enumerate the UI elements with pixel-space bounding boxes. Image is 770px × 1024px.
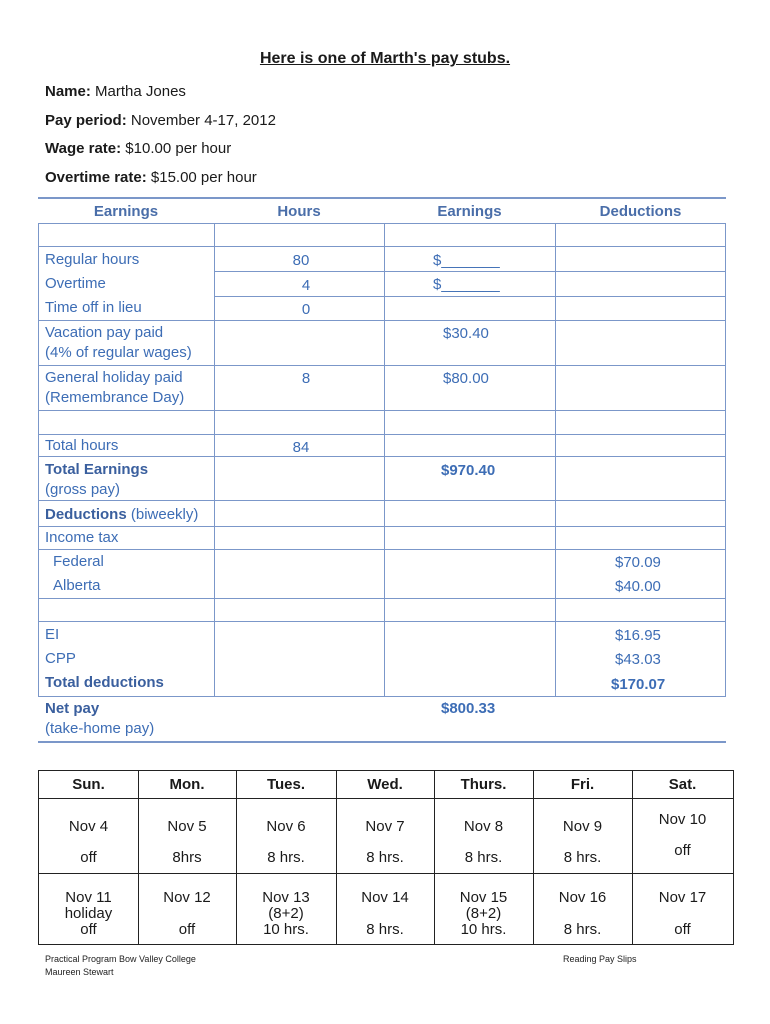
cal-cell-date: Nov 15 — [459, 889, 508, 906]
total-earnings-value: $970.40 — [441, 462, 496, 479]
total-earnings-label-line2: (gross pay) — [45, 481, 121, 498]
time-off-label: Time off in lieu — [45, 299, 142, 316]
net-pay-amount: $800.33 — [441, 700, 496, 717]
holiday-label — [45, 368, 184, 408]
vline-5 — [725, 223, 726, 697]
total-deductions-label: Total deductions — [45, 674, 164, 691]
day-mon: Mon. — [169, 776, 205, 793]
cal-cell-hours: 8 hrs. — [366, 921, 404, 938]
overtime-hours-value: 4 — [301, 277, 311, 294]
net-pay-label-line2: (take-home pay) — [45, 720, 155, 737]
net-pay-label-line1: Net pay — [45, 700, 100, 717]
cal-cell-note — [632, 906, 733, 922]
cal-cell-hours: 8 hrs. — [366, 849, 404, 866]
alberta-label: Alberta — [53, 577, 101, 594]
cal-hline — [39, 798, 733, 799]
cal-cell-note: (8+2) — [268, 905, 304, 922]
cal-cell — [336, 890, 434, 938]
header-earnings: Earnings — [437, 203, 502, 220]
wage-label: Wage rate: — [45, 140, 122, 157]
cal-cell-date: Nov 9 — [562, 818, 603, 835]
cal-cell — [236, 890, 336, 938]
cal-cell-note — [533, 906, 632, 922]
cal-cell-date: Nov 5 — [167, 818, 207, 835]
cal-cell-hours: 10 hrs. — [263, 921, 309, 938]
overtime-earnings-blank[interactable]: $_______ — [433, 276, 500, 293]
hline — [38, 246, 726, 247]
rule-bottom — [38, 741, 726, 743]
header-deductions: Deductions — [599, 203, 682, 220]
cal-cell-hours: 10 hrs. — [460, 921, 507, 938]
hline — [38, 434, 726, 435]
holiday-hours-value: 8 — [301, 370, 311, 387]
cal-cell-date: Nov 14 — [361, 889, 409, 906]
vline-1 — [38, 223, 39, 697]
federal-amount: $70.09 — [615, 554, 661, 571]
income-tax-label: Income tax — [45, 529, 119, 546]
hline — [38, 223, 726, 224]
hline — [214, 271, 726, 272]
total-earnings-label — [45, 460, 148, 500]
cal-cell-date: Nov 6 — [266, 818, 306, 835]
total-hours-label: Total hours — [45, 437, 119, 454]
vacation-label-line2: (4% of regular wages) — [45, 344, 192, 361]
day-sun: Sun. — [72, 776, 105, 793]
holiday-label-line1: General holiday paid — [45, 369, 183, 386]
alberta-amount: $40.00 — [615, 578, 661, 595]
cal-cell-hours: 8 hrs. — [267, 849, 305, 866]
cal-cell-date: Nov 16 — [558, 889, 607, 906]
hline — [38, 621, 726, 622]
period-label: Pay period: — [45, 112, 127, 129]
total-earnings-label-line1: Total Earnings — [45, 461, 149, 478]
day-thu: Thurs. — [460, 776, 507, 793]
holiday-earnings: $80.00 — [443, 370, 489, 387]
vline-4 — [555, 223, 556, 697]
regular-earnings-blank[interactable]: $_______ — [433, 252, 500, 269]
cal-cell — [39, 890, 138, 938]
vline-2 — [214, 223, 215, 697]
cal-cell-hours: off — [674, 921, 691, 938]
overtime-label: Overtime rate: — [45, 169, 147, 186]
cal-cell-hours: off — [80, 849, 97, 866]
ei-amount: $16.95 — [615, 627, 661, 644]
cal-cell — [434, 890, 533, 938]
holiday-label-line2: (Remembrance Day) — [45, 389, 185, 406]
hline — [38, 598, 726, 599]
hline — [38, 696, 726, 697]
ei-label: EI — [45, 626, 60, 643]
vacation-label — [45, 323, 192, 363]
rule-top — [38, 197, 726, 199]
total-hours-value: 84 — [292, 439, 310, 456]
cal-cell-date: Nov 11 — [65, 889, 112, 906]
cal-cell-date: Nov 13 — [262, 889, 310, 906]
cal-cell-date: Nov 7 — [365, 818, 405, 835]
cal-cell-date: Nov 4 — [68, 818, 109, 835]
cal-hline — [39, 873, 733, 874]
overtime-rate — [45, 169, 257, 186]
header-hours: Hours — [277, 203, 321, 220]
cal-cell-hours: off — [80, 921, 97, 938]
deductions-heading — [45, 506, 198, 523]
net-pay-label — [45, 699, 154, 739]
cal-cell-date: Nov 12 — [163, 889, 211, 906]
day-tue: Tues. — [266, 776, 306, 793]
vacation-earnings: $30.40 — [443, 325, 489, 342]
time-off-hours-value: 0 — [301, 301, 311, 318]
employee-name — [45, 83, 186, 100]
deductions-heading-rest: (biweekly) — [126, 506, 199, 523]
cpp-label: CPP — [45, 650, 76, 667]
cal-cell-note — [138, 906, 236, 922]
deductions-heading-bold: Deductions — [45, 506, 127, 523]
day-wed: Wed. — [367, 776, 403, 793]
hline — [38, 410, 726, 411]
federal-label: Federal — [53, 553, 104, 570]
hline — [214, 296, 726, 297]
hline — [38, 456, 726, 457]
cal-cell-date: Nov 8 — [463, 818, 504, 835]
regular-hours-label: Regular hours — [45, 251, 140, 268]
day-fri: Fri. — [570, 776, 595, 793]
cal-cell-hours: off — [674, 842, 691, 859]
pay-period — [45, 112, 276, 129]
wage-value: $10.00 per hour — [121, 140, 232, 157]
regular-hours-value: 80 — [292, 252, 310, 269]
vline-3 — [384, 223, 385, 697]
cal-cell — [533, 890, 632, 938]
hline — [38, 526, 726, 527]
footer-left-line2: Maureen Stewart — [45, 967, 114, 977]
header-earnings-label: Earnings — [93, 203, 159, 220]
hline — [38, 320, 726, 321]
cal-cell-note: (8+2) — [465, 905, 502, 922]
name-label: Name: — [45, 83, 91, 100]
vacation-label-line1: Vacation pay paid — [45, 324, 164, 341]
cal-cell-hours: 8 hrs. — [563, 921, 602, 938]
page-title: Here is one of Marth's pay stubs. — [259, 50, 511, 67]
period-value: November 4-17, 2012 — [126, 112, 276, 129]
wage-rate — [45, 140, 231, 157]
overtime-label: Overtime — [45, 275, 106, 292]
cal-cell-hours: 8 hrs. — [563, 849, 602, 866]
cal-cell — [632, 890, 733, 938]
cal-cell-date: Nov 10 — [658, 811, 707, 828]
cal-cell-hours: 8 hrs. — [464, 849, 503, 866]
cpp-amount: $43.03 — [615, 651, 661, 668]
cal-cell-note — [336, 906, 434, 922]
footer-left-line1: Practical Program Bow Valley College — [45, 954, 196, 964]
total-deductions-amount: $170.07 — [611, 676, 666, 693]
cal-cell-date: Nov 17 — [658, 889, 707, 906]
cal-cell-hours: 8hrs — [172, 849, 202, 866]
day-sat: Sat. — [668, 776, 697, 793]
footer-right: Reading Pay Slips — [563, 954, 637, 964]
name-value: Martha Jones — [90, 83, 186, 100]
cal-cell — [138, 890, 236, 938]
hline — [38, 500, 726, 501]
overtime-value: $15.00 per hour — [146, 169, 257, 186]
cal-cell-hours: off — [178, 921, 196, 938]
hline — [38, 549, 726, 550]
work-calendar — [38, 770, 734, 945]
hline — [38, 365, 726, 366]
cal-cell-note: holiday — [64, 905, 113, 922]
